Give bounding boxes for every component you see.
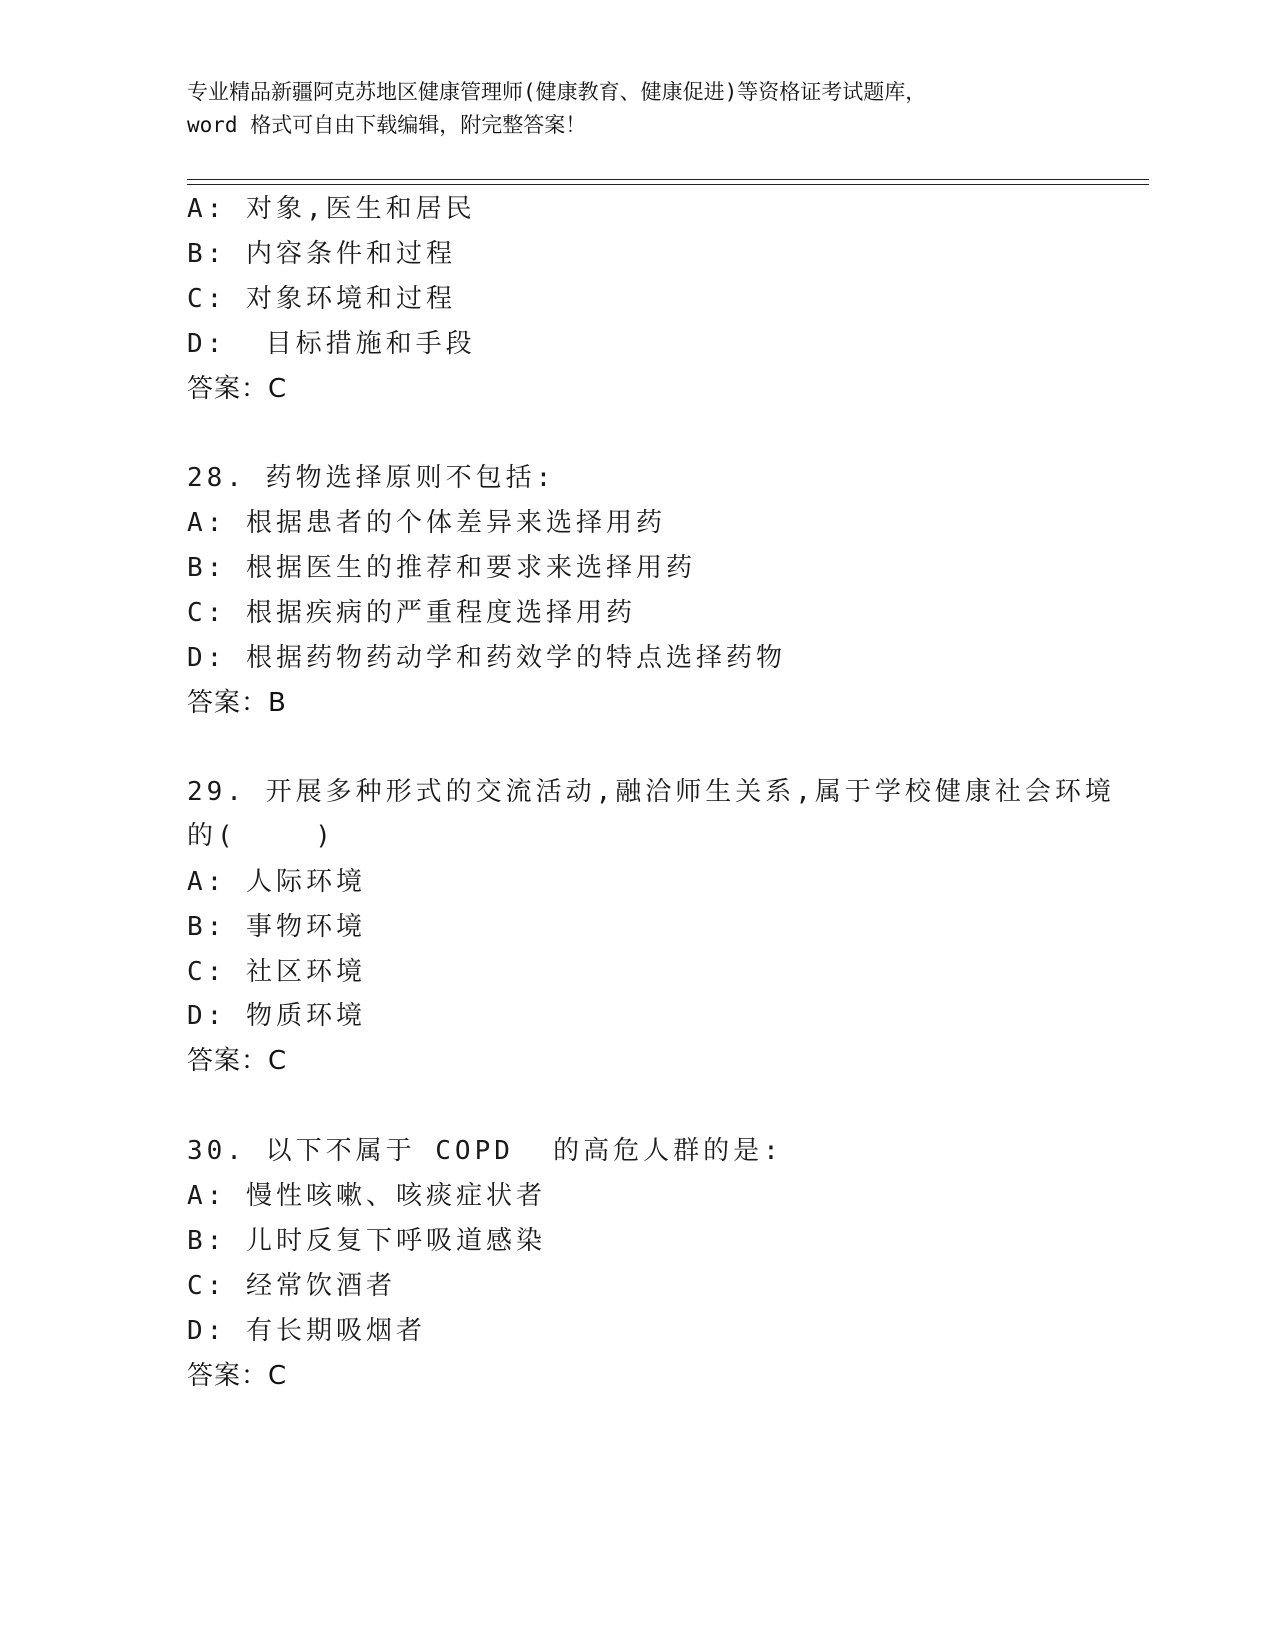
q28-answer: 答案：B: [187, 688, 287, 718]
q28-stem: 28. 药物选择原则不包括:: [187, 463, 556, 493]
header-divider-bottom: [187, 184, 1149, 185]
q30-answer: 答案：C: [187, 1361, 288, 1391]
header-title-line-2: word 格式可自由下载编辑，附完整答案！: [187, 113, 587, 137]
q29-option-c: C: 社区环境: [187, 957, 366, 987]
q30-option-d: D: 有长期吸烟者: [187, 1316, 426, 1346]
header-divider-top: [187, 179, 1149, 180]
document-header: [187, 76, 1087, 142]
q30-option-a: A: 慢性咳嗽、咳痰症状者: [187, 1181, 546, 1211]
q27-option-a: A: 对象,医生和居民: [187, 194, 476, 224]
q27-option-b: B: 内容条件和过程: [187, 239, 456, 269]
q29-answer: 答案：C: [187, 1046, 288, 1076]
q27-option-d: D: 目标措施和手段: [187, 329, 476, 359]
q28-option-d: D: 根据药物药动学和药效学的特点选择药物: [187, 643, 786, 673]
q29-option-b: B: 事物环境: [187, 912, 366, 942]
q29-option-a: A: 人际环境: [187, 867, 366, 897]
q28-option-a: A: 根据患者的个体差异来选择用药: [187, 508, 666, 538]
q30-stem: 30. 以下不属于 COPD 的高危人群的是:: [187, 1136, 783, 1166]
q30-option-b: B: 儿时反复下呼吸道感染: [187, 1226, 546, 1256]
q27-option-c: C: 对象环境和过程: [187, 284, 456, 314]
q30-option-c: C: 经常饮酒者: [187, 1271, 396, 1301]
q29-stem-line-2: 的( ): [187, 821, 335, 851]
header-title-line-1: 专业精品新疆阿克苏地区健康管理师(健康教育、健康促进)等资格证考试题库，: [187, 80, 927, 104]
q28-option-c: C: 根据疾病的严重程度选择用药: [187, 598, 636, 628]
q27-answer: 答案：C: [187, 374, 288, 404]
q29-option-d: D: 物质环境: [187, 1001, 366, 1031]
q29-stem-line-1: 29. 开展多种形式的交流活动,融洽师生关系,属于学校健康社会环境: [187, 777, 1115, 807]
q28-option-b: B: 根据医生的推荐和要求来选择用药: [187, 553, 696, 583]
